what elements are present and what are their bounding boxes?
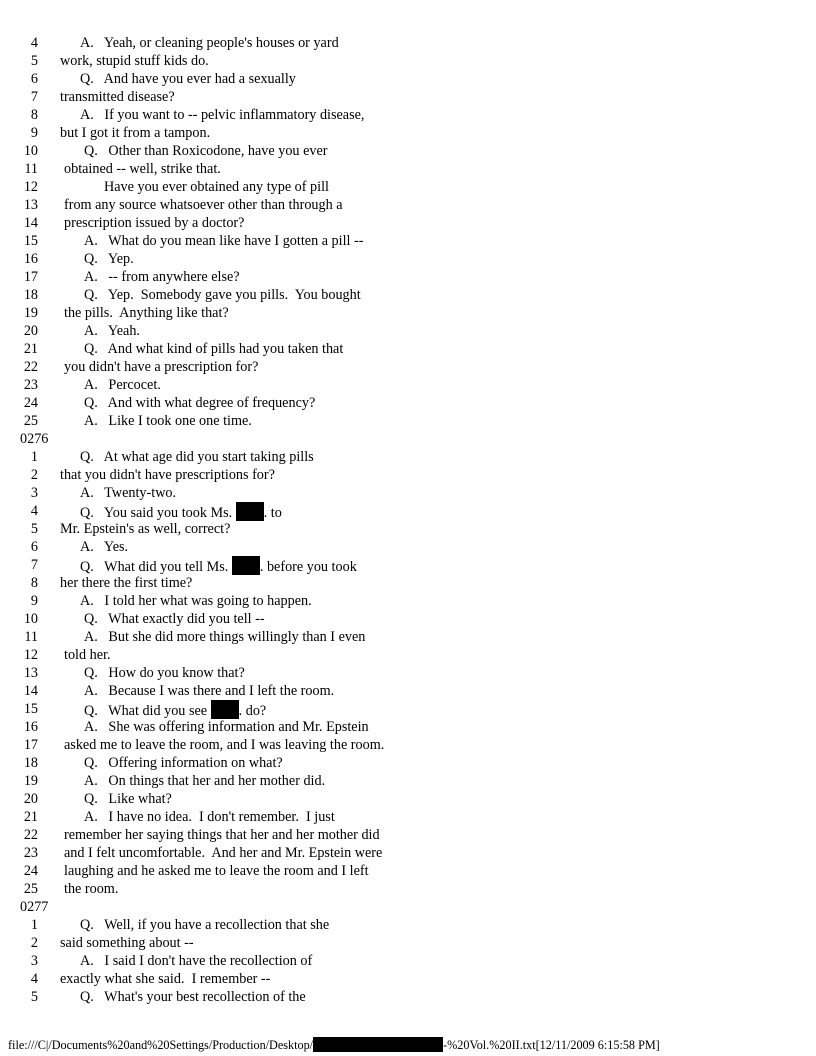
line-text [84, 664, 245, 682]
line-text-main: work, stupid stuff kids do. [60, 53, 209, 69]
transcript-line [0, 448, 816, 466]
line-number: 12 [23, 179, 38, 195]
line-number: 16 [23, 719, 38, 735]
line-text-main: A. But she did more things willingly than I even [84, 629, 366, 645]
line-number: 22 [23, 359, 38, 375]
transcript-line [0, 196, 816, 214]
line-text [80, 70, 296, 88]
line-text-main: A. Because I was there and I left the room. [84, 683, 335, 699]
line-number: 6 [30, 539, 38, 555]
line-text-main: and I felt uncomfortable. And her and Mr. Epstein were [64, 845, 383, 861]
line-number: 4 [30, 503, 38, 519]
line-text-main: Q. What did you tell Ms. [80, 559, 232, 575]
transcript-line [0, 250, 816, 268]
transcript-line [0, 790, 816, 808]
line-number: 12 [23, 647, 38, 663]
line-number: 16 [23, 251, 38, 267]
transcript-line [0, 682, 816, 700]
redaction-block [232, 556, 260, 575]
line-text [80, 556, 357, 576]
line-text [64, 160, 221, 178]
line-text [80, 916, 329, 934]
line-text-main: A. On things that her and her mother did. [84, 773, 326, 789]
line-text-main: Q. Other than Roxicodone, have you ever [84, 143, 328, 159]
line-text-main: Mr. Epstein's as well, correct? [60, 521, 231, 537]
line-number: 20 [23, 791, 38, 807]
line-text [84, 718, 369, 736]
line-number: 20 [23, 323, 38, 339]
line-text-main: her there the first time? [60, 575, 193, 591]
page-number: 0276 [20, 431, 49, 447]
line-number: 17 [23, 737, 38, 753]
line-text-main: Q. Yep. Somebody gave you pills. You bought [84, 287, 361, 303]
transcript-line [0, 862, 816, 880]
line-number: 10 [23, 611, 38, 627]
line-text [84, 286, 361, 304]
line-number: 5 [30, 53, 38, 69]
line-text-main: A. I have no idea. I don't remember. I just [84, 809, 335, 825]
transcript-line [0, 412, 816, 430]
line-number: 25 [23, 413, 38, 429]
line-text-main: said something about -- [60, 935, 194, 951]
line-text-main: A. She was offering information and Mr. Epstein [84, 719, 369, 735]
line-text [64, 844, 382, 862]
line-number: 18 [23, 287, 38, 303]
line-text [80, 34, 339, 52]
line-text [84, 412, 252, 430]
line-number: 1 [30, 449, 38, 465]
line-text-main: Q. What exactly did you tell -- [84, 611, 265, 627]
transcript-line [0, 286, 816, 304]
redaction-block [211, 700, 239, 719]
transcript-line [0, 142, 816, 160]
line-text [64, 736, 384, 754]
line-text [60, 52, 209, 70]
line-text-after-redaction: . before you took [259, 559, 357, 575]
redaction-block [236, 502, 264, 521]
line-number: 24 [23, 863, 38, 879]
transcript-page [0, 34, 816, 1006]
line-text [80, 952, 312, 970]
transcript-line [0, 70, 816, 88]
transcript-line [0, 322, 816, 340]
transcript-line [0, 502, 816, 520]
line-text [84, 700, 266, 720]
line-text-after-redaction: . do? [238, 703, 267, 719]
line-text-main: remember her saying things that her and her mother did [64, 827, 380, 843]
line-text [84, 610, 265, 628]
transcript-line [0, 844, 816, 862]
transcript-line [0, 592, 816, 610]
line-text-main: Q. How do you know that? [84, 665, 245, 681]
transcript-line [0, 988, 816, 1006]
transcript-line [0, 484, 816, 502]
line-text [84, 808, 335, 826]
line-text [84, 754, 283, 772]
line-text [84, 772, 325, 790]
line-text [64, 880, 118, 898]
line-text [64, 358, 258, 376]
transcript-line [0, 34, 816, 52]
line-text-main: you didn't have a prescription for? [64, 359, 259, 375]
line-text [64, 214, 244, 232]
line-number: 9 [30, 593, 38, 609]
transcript-line [0, 376, 816, 394]
line-text [64, 862, 369, 880]
line-text-main: A. What do you mean like have I gotten a pill -- [84, 233, 364, 249]
line-text [84, 682, 334, 700]
transcript-line [0, 610, 816, 628]
line-text-main: Q. Offering information on what? [84, 755, 283, 771]
transcript-line [0, 718, 816, 736]
line-text-main: A. Yeah, or cleaning people's houses or yard [80, 35, 339, 51]
line-text [60, 466, 275, 484]
line-number: 6 [30, 71, 38, 87]
line-text [80, 538, 128, 556]
line-number: 13 [23, 197, 38, 213]
line-text-main: that you didn't have prescriptions for? [60, 467, 275, 483]
line-number: 7 [30, 89, 38, 105]
line-text-main: transmitted disease? [60, 89, 175, 105]
line-text [64, 826, 380, 844]
line-number: 14 [23, 683, 38, 699]
line-text [64, 646, 111, 664]
line-text [84, 790, 172, 808]
transcript-line [0, 736, 816, 754]
line-text [60, 88, 175, 106]
line-text [60, 124, 210, 142]
line-text [80, 592, 312, 610]
line-text [64, 196, 343, 214]
line-text-main: A. Like I took one one time. [84, 413, 252, 429]
line-text-main: Q. At what age did you start taking pills [80, 449, 314, 465]
transcript-line [0, 232, 816, 250]
line-text [80, 484, 176, 502]
line-text-main: Q. Well, if you have a recollection that she [80, 917, 330, 933]
line-text-main: Q. What did you see [84, 703, 211, 719]
line-number: 24 [23, 395, 38, 411]
transcript-line [0, 52, 816, 70]
footer-path-suffix: -%20Vol.%20II.txt[12/11/2009 6:15:58 PM] [443, 1038, 660, 1052]
footer-redaction-block [313, 1037, 443, 1052]
transcript-line [0, 466, 816, 484]
transcript-line [0, 808, 816, 826]
line-text [64, 304, 229, 322]
line-text [60, 520, 230, 538]
line-number: 17 [23, 269, 38, 285]
line-number: 8 [30, 575, 38, 591]
line-number: 3 [30, 953, 38, 969]
line-text [84, 232, 363, 250]
line-text-after-redaction: . to [263, 505, 282, 521]
transcript-line [0, 826, 816, 844]
line-text [84, 628, 365, 646]
line-number: 19 [23, 773, 38, 789]
line-text [80, 106, 364, 124]
line-text [80, 988, 306, 1006]
transcript-line [0, 520, 816, 538]
line-text-main: Have you ever obtained any type of pill [104, 179, 329, 195]
line-number: 10 [23, 143, 38, 159]
line-text [60, 574, 192, 592]
line-number: 8 [30, 107, 38, 123]
line-text-main: from any source whatsoever other than through a [64, 197, 343, 213]
line-text-main: Q. Like what? [84, 791, 172, 807]
transcript-line [0, 664, 816, 682]
line-text [84, 394, 315, 412]
transcript-line [0, 628, 816, 646]
line-text-main: Q. And what kind of pills had you taken that [84, 341, 344, 357]
transcript-line [0, 700, 816, 718]
line-text [84, 142, 327, 160]
transcript-line [0, 358, 816, 376]
line-text [80, 448, 314, 466]
line-text-main: Q. Yep. [84, 251, 134, 267]
transcript-line [0, 934, 816, 952]
line-number: 21 [23, 809, 38, 825]
line-text-main: Q. And have you ever had a sexually [80, 71, 296, 87]
line-text [84, 250, 134, 268]
line-number: 23 [23, 377, 38, 393]
transcript-line [0, 772, 816, 790]
line-number: 18 [23, 755, 38, 771]
line-number: 11 [24, 629, 38, 645]
page-number-marker [0, 430, 816, 448]
line-text-main: laughing and he asked me to leave the room and I left [64, 863, 369, 879]
transcript-line [0, 970, 816, 988]
line-text [84, 268, 240, 286]
transcript-line [0, 646, 816, 664]
line-number: 2 [30, 467, 38, 483]
line-text-main: told her. [64, 647, 111, 663]
line-number: 4 [30, 971, 38, 987]
transcript-line [0, 952, 816, 970]
line-number: 15 [23, 233, 38, 249]
transcript-line [0, 394, 816, 412]
line-number: 7 [30, 557, 38, 573]
line-text-main: A. I told her what was going to happen. [80, 593, 312, 609]
line-number: 3 [30, 485, 38, 501]
transcript-line [0, 124, 816, 142]
line-text-main: Q. And with what degree of frequency? [84, 395, 316, 411]
line-text-main: asked me to leave the room, and I was leaving the room. [64, 737, 385, 753]
line-text-main: but I got it from a tampon. [60, 125, 211, 141]
line-text [80, 502, 282, 522]
transcript-line [0, 574, 816, 592]
line-number: 21 [23, 341, 38, 357]
line-number: 5 [30, 521, 38, 537]
line-number: 13 [23, 665, 38, 681]
transcript-line [0, 178, 816, 196]
transcript-line [0, 214, 816, 232]
file-path-footer [8, 1037, 660, 1053]
line-number: 22 [23, 827, 38, 843]
line-text-main: prescription issued by a doctor? [64, 215, 245, 231]
transcript-line [0, 160, 816, 178]
line-text [104, 178, 329, 196]
page-number: 0277 [20, 899, 49, 915]
transcript-line [0, 538, 816, 556]
transcript-line [0, 268, 816, 286]
line-number: 9 [30, 125, 38, 141]
line-text [84, 340, 343, 358]
transcript-line [0, 340, 816, 358]
line-text-main: exactly what she said. I remember -- [60, 971, 271, 987]
line-text-main: obtained -- well, strike that. [64, 161, 221, 177]
line-text-main: A. Yeah. [84, 323, 140, 339]
line-number: 1 [30, 917, 38, 933]
line-number: 25 [23, 881, 38, 897]
line-text-main: A. Twenty-two. [80, 485, 177, 501]
line-text-main: A. I said I don't have the recollection of [80, 953, 313, 969]
transcript-line [0, 916, 816, 934]
transcript-line [0, 304, 816, 322]
line-number: 4 [30, 35, 38, 51]
line-text [84, 322, 140, 340]
line-text-main: the room. [64, 881, 119, 897]
line-text-main: the pills. Anything like that? [64, 305, 229, 321]
line-text-main: A. Percocet. [84, 377, 161, 393]
line-text-main: Q. You said you took Ms. [80, 505, 236, 521]
footer-path-prefix: file:///C|/Documents%20and%20Settings/Production/Desktop/ [8, 1038, 314, 1052]
line-number: 23 [23, 845, 38, 861]
line-text-main: A. -- from anywhere else? [84, 269, 240, 285]
line-text-main: A. Yes. [80, 539, 129, 555]
line-number: 19 [23, 305, 38, 321]
line-text [60, 934, 194, 952]
line-text [60, 970, 270, 988]
line-number: 14 [23, 215, 38, 231]
transcript-line [0, 88, 816, 106]
line-number: 11 [24, 161, 38, 177]
line-text-main: A. If you want to -- pelvic inflammatory disease, [80, 107, 365, 123]
transcript-line [0, 556, 816, 574]
line-number: 5 [30, 989, 38, 1005]
transcript-line [0, 880, 816, 898]
line-text-main: Q. What's your best recollection of the [80, 989, 306, 1005]
page-number-marker [0, 898, 816, 916]
transcript-line [0, 754, 816, 772]
line-number: 2 [30, 935, 38, 951]
line-number: 15 [23, 701, 38, 717]
line-text [84, 376, 161, 394]
transcript-line [0, 106, 816, 124]
